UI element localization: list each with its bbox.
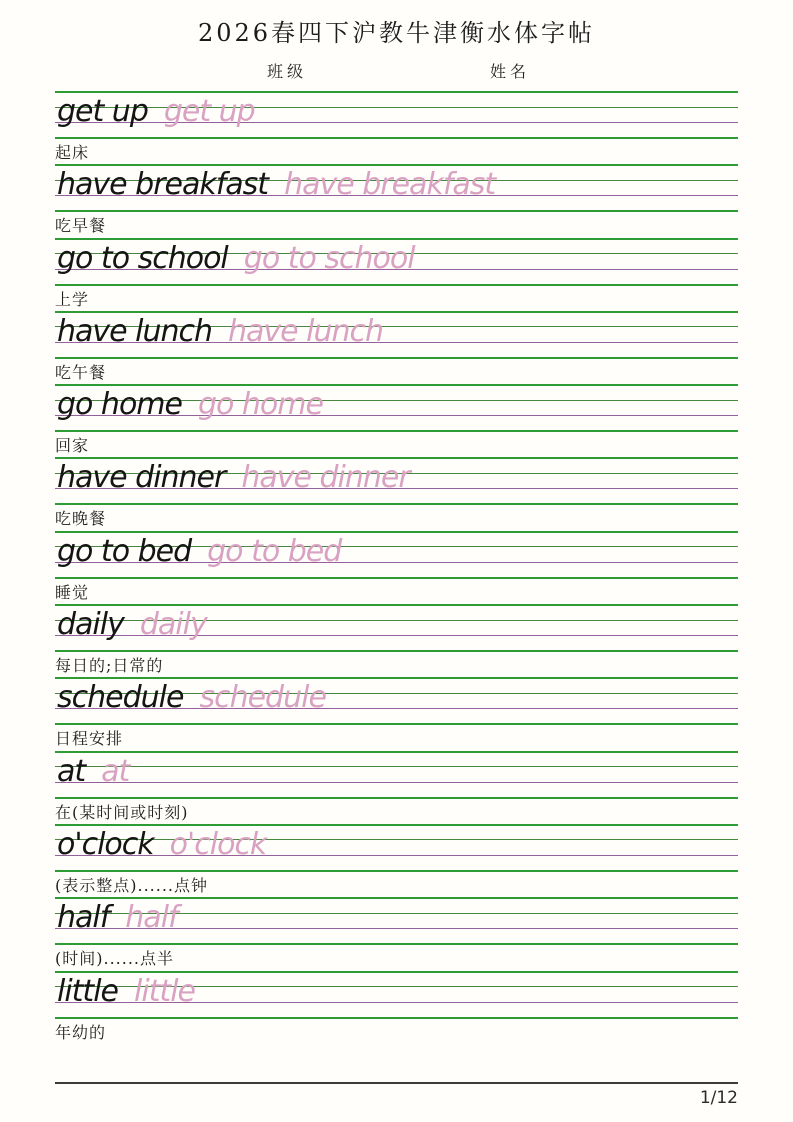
english-word: go to school <box>57 240 228 276</box>
guide-line-bottom <box>55 797 738 799</box>
english-word: schedule <box>57 680 184 716</box>
trace-word: get up <box>163 94 255 129</box>
word-rows <box>55 91 738 1044</box>
page-title: 2026春四下沪教牛津衡水体字帖 <box>197 19 596 47</box>
trace-word: daily <box>139 607 207 643</box>
guide-line-bottom <box>55 503 738 505</box>
guide-line-bottom <box>55 357 738 359</box>
chinese-meaning: 睡觉 <box>55 582 90 602</box>
footer-rule <box>55 1082 738 1084</box>
guide-line-bottom <box>55 723 738 725</box>
writing-guides <box>55 751 738 798</box>
name-label: 姓名 <box>490 62 531 81</box>
guide-line-bottom <box>55 137 738 139</box>
writing-guides <box>55 238 738 285</box>
writing-guides <box>55 384 738 431</box>
english-word: get up <box>57 94 148 129</box>
writing-guides <box>55 531 738 578</box>
chinese-meaning: (时间)......点半 <box>55 949 175 969</box>
trace-word: half <box>125 900 178 936</box>
guide-line-bottom <box>55 1017 738 1019</box>
writing-guides <box>55 604 738 651</box>
word-row <box>55 751 738 824</box>
word-row <box>55 384 738 457</box>
word-row <box>55 677 738 750</box>
english-word: at <box>57 753 86 789</box>
word-line <box>57 457 410 499</box>
word-line <box>57 897 178 939</box>
chinese-meaning: 吃晚餐 <box>55 509 107 529</box>
trace-word: go to bed <box>207 533 342 569</box>
chinese-meaning: 吃午餐 <box>55 362 107 382</box>
word-row <box>55 604 738 677</box>
guide-line-bottom <box>55 650 738 652</box>
trace-word: at <box>101 753 130 789</box>
guide-line-bottom <box>55 870 738 872</box>
guide-line-bottom <box>55 430 738 432</box>
trace-word: go home <box>197 387 323 423</box>
word-row <box>55 824 738 897</box>
chinese-meaning: 起床 <box>55 143 90 162</box>
writing-guides <box>55 91 738 138</box>
guide-line-bottom <box>55 577 738 579</box>
english-word: have dinner <box>57 460 226 496</box>
chinese-meaning: 每日的;日常的 <box>55 656 164 676</box>
guide-line-baseline <box>55 782 738 783</box>
word-row <box>55 897 738 970</box>
word-row <box>55 531 738 604</box>
class-label: 班级 <box>267 62 308 81</box>
word-line <box>57 677 326 719</box>
word-row <box>55 238 738 311</box>
chinese-meaning: 日程安排 <box>55 729 124 749</box>
trace-word: have dinner <box>241 460 410 496</box>
trace-word: have breakfast <box>284 167 496 203</box>
word-line <box>57 604 207 646</box>
english-word: have breakfast <box>57 167 269 203</box>
writing-guides <box>55 457 738 504</box>
english-word: o'clock <box>57 826 154 862</box>
guide-line-bottom <box>55 210 738 212</box>
english-word: go to bed <box>57 533 192 569</box>
trace-word: schedule <box>199 680 326 716</box>
word-row <box>55 164 738 237</box>
writing-guides <box>55 897 738 944</box>
writing-guides <box>55 824 738 871</box>
writing-guides <box>55 971 738 1018</box>
chinese-meaning: 上学 <box>55 289 90 309</box>
trace-word: little <box>134 973 195 1009</box>
word-row <box>55 311 738 384</box>
trace-word: go to school <box>243 240 415 276</box>
guide-line-xheight <box>55 766 738 767</box>
word-line <box>57 824 266 866</box>
english-word: half <box>57 900 110 936</box>
word-line <box>57 531 341 573</box>
english-word: daily <box>57 607 124 643</box>
trace-word: o'clock <box>169 826 267 862</box>
chinese-meaning: (表示整点)......点钟 <box>55 875 209 895</box>
english-word: little <box>57 973 118 1009</box>
word-row <box>55 457 738 530</box>
trace-word: have lunch <box>228 313 384 349</box>
page-number: 1/12 <box>699 1088 738 1108</box>
word-line <box>57 384 323 426</box>
word-row <box>55 91 738 164</box>
writing-guides <box>55 677 738 724</box>
chinese-meaning: 回家 <box>55 436 90 456</box>
chinese-meaning: 年幼的 <box>55 1022 107 1042</box>
word-line <box>57 238 415 280</box>
guide-line-bottom <box>55 943 738 945</box>
chinese-meaning: 在(某时间或时刻) <box>55 802 189 822</box>
word-line <box>57 164 495 206</box>
word-line <box>57 311 383 353</box>
guide-line-bottom <box>55 284 738 286</box>
guide-line-top <box>55 751 738 753</box>
english-word: have lunch <box>57 313 213 349</box>
writing-guides <box>55 311 738 358</box>
word-line <box>57 91 255 133</box>
english-word: go home <box>57 387 182 423</box>
word-line <box>57 751 129 793</box>
chinese-meaning: 吃早餐 <box>55 216 107 236</box>
word-line <box>57 971 195 1013</box>
writing-guides <box>55 164 738 211</box>
word-row <box>55 971 738 1044</box>
